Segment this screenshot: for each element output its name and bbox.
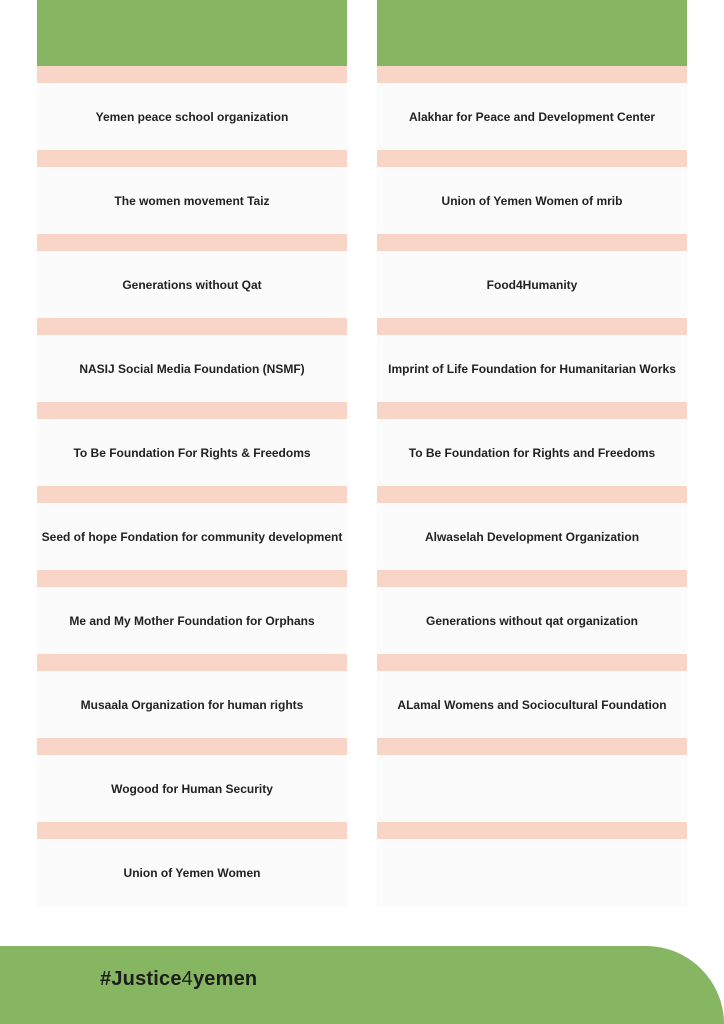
row-divider bbox=[377, 402, 687, 419]
organization-cell: Alakhar for Peace and Development Center bbox=[377, 83, 687, 150]
row-divider bbox=[377, 570, 687, 587]
right-organization-column bbox=[377, 0, 687, 906]
row-divider bbox=[377, 234, 687, 251]
row-divider bbox=[37, 654, 347, 671]
row-divider bbox=[37, 318, 347, 335]
hashtag-number: 4 bbox=[181, 968, 193, 990]
empty-cell bbox=[377, 839, 687, 906]
row-divider bbox=[37, 486, 347, 503]
organization-cell: Alwaselah Development Organization bbox=[377, 503, 687, 570]
row-divider bbox=[377, 150, 687, 167]
row-divider bbox=[377, 738, 687, 755]
organization-cell: Food4Humanity bbox=[377, 251, 687, 318]
organization-cell: Union of Yemen Women of mrib bbox=[377, 167, 687, 234]
row-divider bbox=[377, 486, 687, 503]
right-column-header bbox=[377, 0, 687, 66]
organization-cell: Wogood for Human Security bbox=[37, 755, 347, 822]
organization-cell: ALamal Womens and Sociocultural Foundation bbox=[377, 671, 687, 738]
row-divider bbox=[37, 234, 347, 251]
footer-hashtag bbox=[100, 968, 257, 991]
organization-cell: The women movement Taiz bbox=[37, 167, 347, 234]
organization-cell: To Be Foundation for Rights and Freedoms bbox=[377, 419, 687, 486]
hashtag-prefix: #Justice bbox=[100, 968, 182, 990]
organization-cell: Seed of hope Fondation for community development bbox=[37, 503, 347, 570]
organization-cell: Me and My Mother Foundation for Orphans bbox=[37, 587, 347, 654]
organization-cell: Generations without qat organization bbox=[377, 587, 687, 654]
row-divider bbox=[37, 570, 347, 587]
organization-cell: Union of Yemen Women bbox=[37, 839, 347, 906]
hashtag-suffix: yemen bbox=[192, 968, 258, 990]
organization-cell: Yemen peace school organization bbox=[37, 83, 347, 150]
organization-cell: Imprint of Life Foundation for Humanitarian Works bbox=[377, 335, 687, 402]
row-divider bbox=[37, 822, 347, 839]
row-divider bbox=[37, 402, 347, 419]
row-divider bbox=[377, 654, 687, 671]
empty-cell bbox=[377, 755, 687, 822]
organization-cell: Musaala Organization for human rights bbox=[37, 671, 347, 738]
left-column-header bbox=[37, 0, 347, 66]
row-divider bbox=[37, 66, 347, 83]
row-divider bbox=[377, 66, 687, 83]
row-divider bbox=[37, 150, 347, 167]
organization-cell: To Be Foundation For Rights & Freedoms bbox=[37, 419, 347, 486]
left-organization-column bbox=[37, 0, 347, 906]
organization-cell: NASIJ Social Media Foundation (NSMF) bbox=[37, 335, 347, 402]
organization-cell: Generations without Qat bbox=[37, 251, 347, 318]
row-divider bbox=[37, 738, 347, 755]
row-divider bbox=[377, 318, 687, 335]
row-divider bbox=[377, 822, 687, 839]
